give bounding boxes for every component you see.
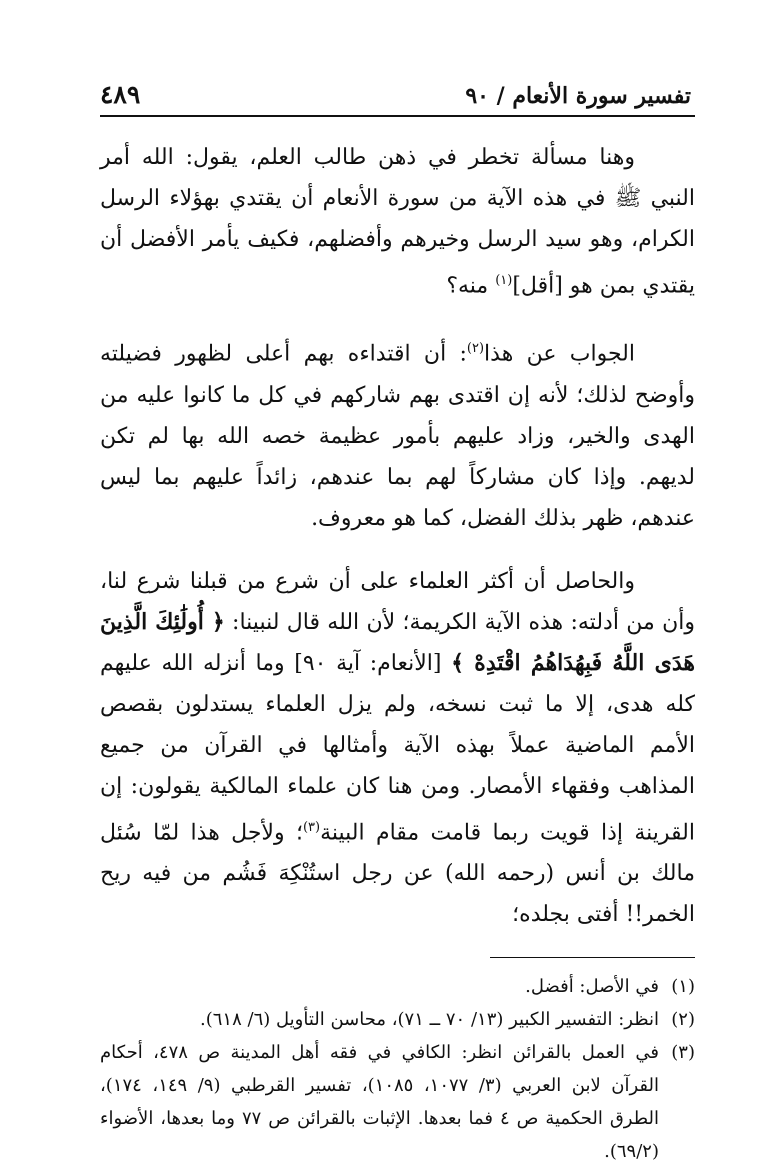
page-header	[100, 80, 695, 115]
paragraph-conclusion	[100, 561, 695, 935]
footnote-rule	[490, 957, 695, 958]
paragraph-question	[100, 137, 695, 306]
footnote-text: في الأصل: أفضل.	[525, 975, 659, 997]
paragraph-text-end: منه؟	[446, 273, 496, 299]
paragraph-text: وهنا مسألة تخطر في ذهن طالب العلم، يقول: الله أمر النبي ﷺ في هذه الآية من سورة الأنعام أن يقتدي بهؤلاء الرسل الكرام، وهو سيد الرسل وخيرهم وأفضلهم، فكيف يأمر الأفضل أن يقتدي بمن هو [أقل]	[100, 145, 695, 299]
footnote	[100, 1003, 695, 1036]
paragraph-text-start: والحاصل أن أكثر العلماء على أن شرع من قبلنا شرع لنا، وأن من أدلته: هذه الآية الكريمة؛ لأن الله قال لنبينا:	[100, 568, 696, 635]
footnote-number: (٣)	[671, 1041, 695, 1063]
footnote-ref-1: (١)	[495, 273, 513, 288]
footnote-number: (١)	[671, 975, 695, 997]
page-number: ٤٨٩	[100, 80, 141, 109]
paragraph-text-end: ؛ ولأجل هذا لمّا سُئل مالك بن أنس (رحمه الله) عن رجل استُنْكِهَ فَشُم من فيه ريح الخمر!! أفتى بجلده؛	[100, 819, 695, 927]
footnote-number: (٢)	[671, 1008, 695, 1030]
footnote-ref-3: (٣)	[302, 819, 321, 835]
footnote	[100, 970, 695, 1003]
footnote	[100, 1036, 695, 1168]
footnote-ref-2: (٢)	[466, 341, 485, 357]
paragraph-answer	[100, 328, 695, 538]
paragraph-text-rest: [الأنعام: آية ٩٠] وما أنزله الله عليهم كله هدى، إلا ما ثبت نسخه، ولم يزل العلماء يستدلون بقصص الأمم الماضية عملاً بهذه الآية وأمثالها في القرآن من جميع المذاهب وفقهاء الأمصار. ومن هنا كان علماء المالكية يقولون: إن القرينة إذا قويت ربما قامت مقام البينة	[100, 650, 695, 845]
footnote-text: في العمل بالقرائن انظر: الكافي في فقه أهل المدينة ص ٤٧٨، أحكام القرآن لابن العربي (٣/ ١٠٧٧، ١٠٨٥)، تفسير القرطبي (٩/ ١٤٩، ١٧٤)، الطرق الحكمية ص ٤ فما بعدها. الإثبات بالقرائن ص ٧٧ وما بعدها، الأضواء (٦٩/٢).	[100, 1041, 659, 1162]
footnote-text: انظر: التفسير الكبير (١٣/ ٧٠ ــ ٧١)، محاسن التأويل (٦/ ٦١٨).	[200, 1008, 659, 1030]
quran-verse: ﴿ أُولَٰئِكَ الَّذِينَ هَدَى اللَّهُ فَبِهُدَاهُمُ اقْتَدِهْ ﴾	[100, 608, 695, 676]
header-rule	[100, 115, 695, 117]
footnotes	[100, 970, 695, 1168]
running-title: تفسير سورة الأنعام / ٩٠	[465, 83, 691, 109]
paragraph-text-rest: : أن اقتداءه بهم أعلى لظهور فضيلته وأوضح لذلك؛ لأنه إن اقتدى بهم شاركهم في كل ما كانوا عليه من الهدى والخير، وزاد عليهم بأمور عظيمة خصه الله بها لم تكن لديهم. وإذا كان مشاركاً لهم بما عندهم، زائداً عليهم بما ليس عندهم، ظهر بذلك الفضل، كما هو معروف.	[100, 341, 695, 531]
paragraph-text-start: الجواب عن هذا	[484, 341, 635, 367]
